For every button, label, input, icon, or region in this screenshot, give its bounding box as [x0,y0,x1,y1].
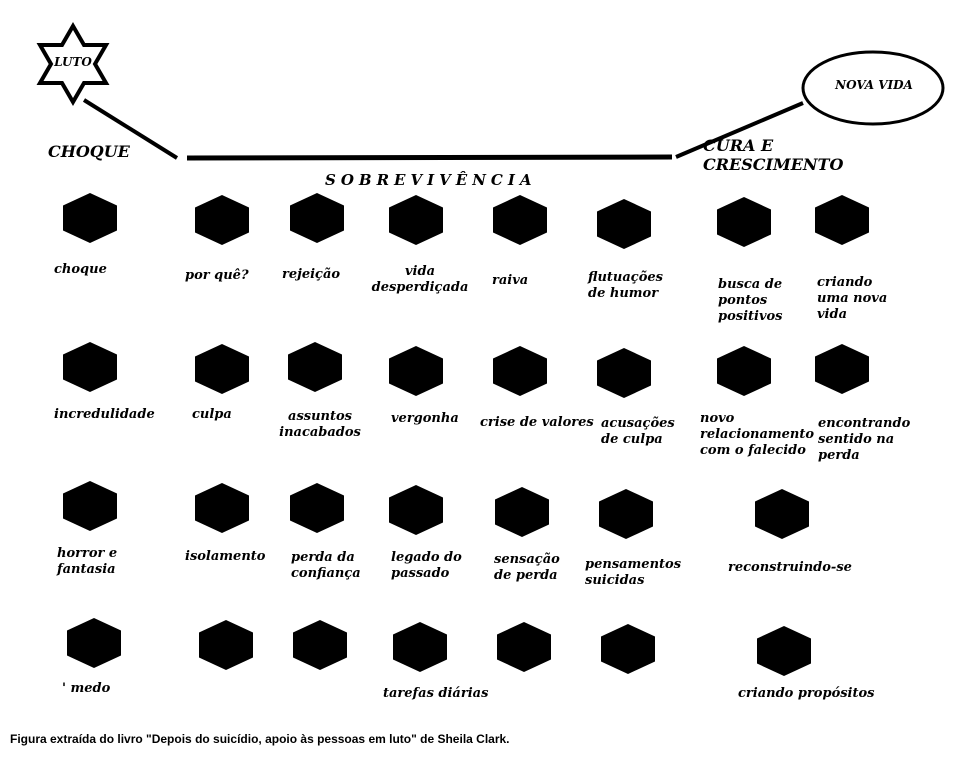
item-isolamento: isolamento [185,549,266,564]
item-criando-nova-vida: criando uma nova vida [817,275,888,322]
item-choque: choque [54,262,107,277]
item-busca-pontos-positivos: busca de pontos positivos [718,277,783,324]
item-assuntos-inacabados: assuntos inacabados [279,409,361,440]
item-sensacao-de-perda: sensação de perda [494,552,560,583]
item-vida-desperdicada: vida desperdiçada [371,264,469,295]
phase-sobrevivencia: SOBREVIVÊNCIA [325,171,537,189]
item-flutuacoes: flutuações de humor [588,270,663,301]
line-sobrevivencia [187,157,672,158]
phase-cura-crescimento: CURA E CRESCIMENTO [703,136,844,174]
item-novo-relacionamento: novo relacionamento com o falecido [700,411,815,458]
item-reconstruindo-se: reconstruindo-se [728,560,852,575]
item-legado-do-passado: legado do passado [391,550,462,581]
phase-choque: CHOQUE [48,142,130,161]
item-raiva: raiva [492,273,529,288]
figure-caption: Figura extraída do livro "Depois do suicídio, apoio às pessoas em luto" de Sheila Clark. [10,732,510,746]
item-tarefas-diarias: tarefas diárias [383,686,489,701]
item-perda-da-confianca: perda da confiança [291,550,361,581]
item-crise-de-valores: crise de valores [480,415,594,430]
item-vergonha: vergonha [391,411,459,426]
item-horror-fantasia: horror e fantasia [57,546,118,577]
luto-label: LUTO [54,55,92,69]
item-rejeicao: rejeição [282,267,341,282]
item-criando-propositos: criando propósitos [738,686,875,701]
item-incredulidade: incredulidade [54,407,155,422]
item-por-que: por quê? [185,268,249,283]
item-acusacoes-de-culpa: acusações de culpa [601,416,675,447]
item-culpa: culpa [192,407,232,422]
item-encontrando-sentido: encontrando sentido na perda [818,416,911,463]
item-medo: ' medo [62,681,111,696]
nova-vida-label: NOVA VIDA [835,78,913,92]
item-pensamentos-suicidas: pensamentos suicidas [585,557,682,588]
